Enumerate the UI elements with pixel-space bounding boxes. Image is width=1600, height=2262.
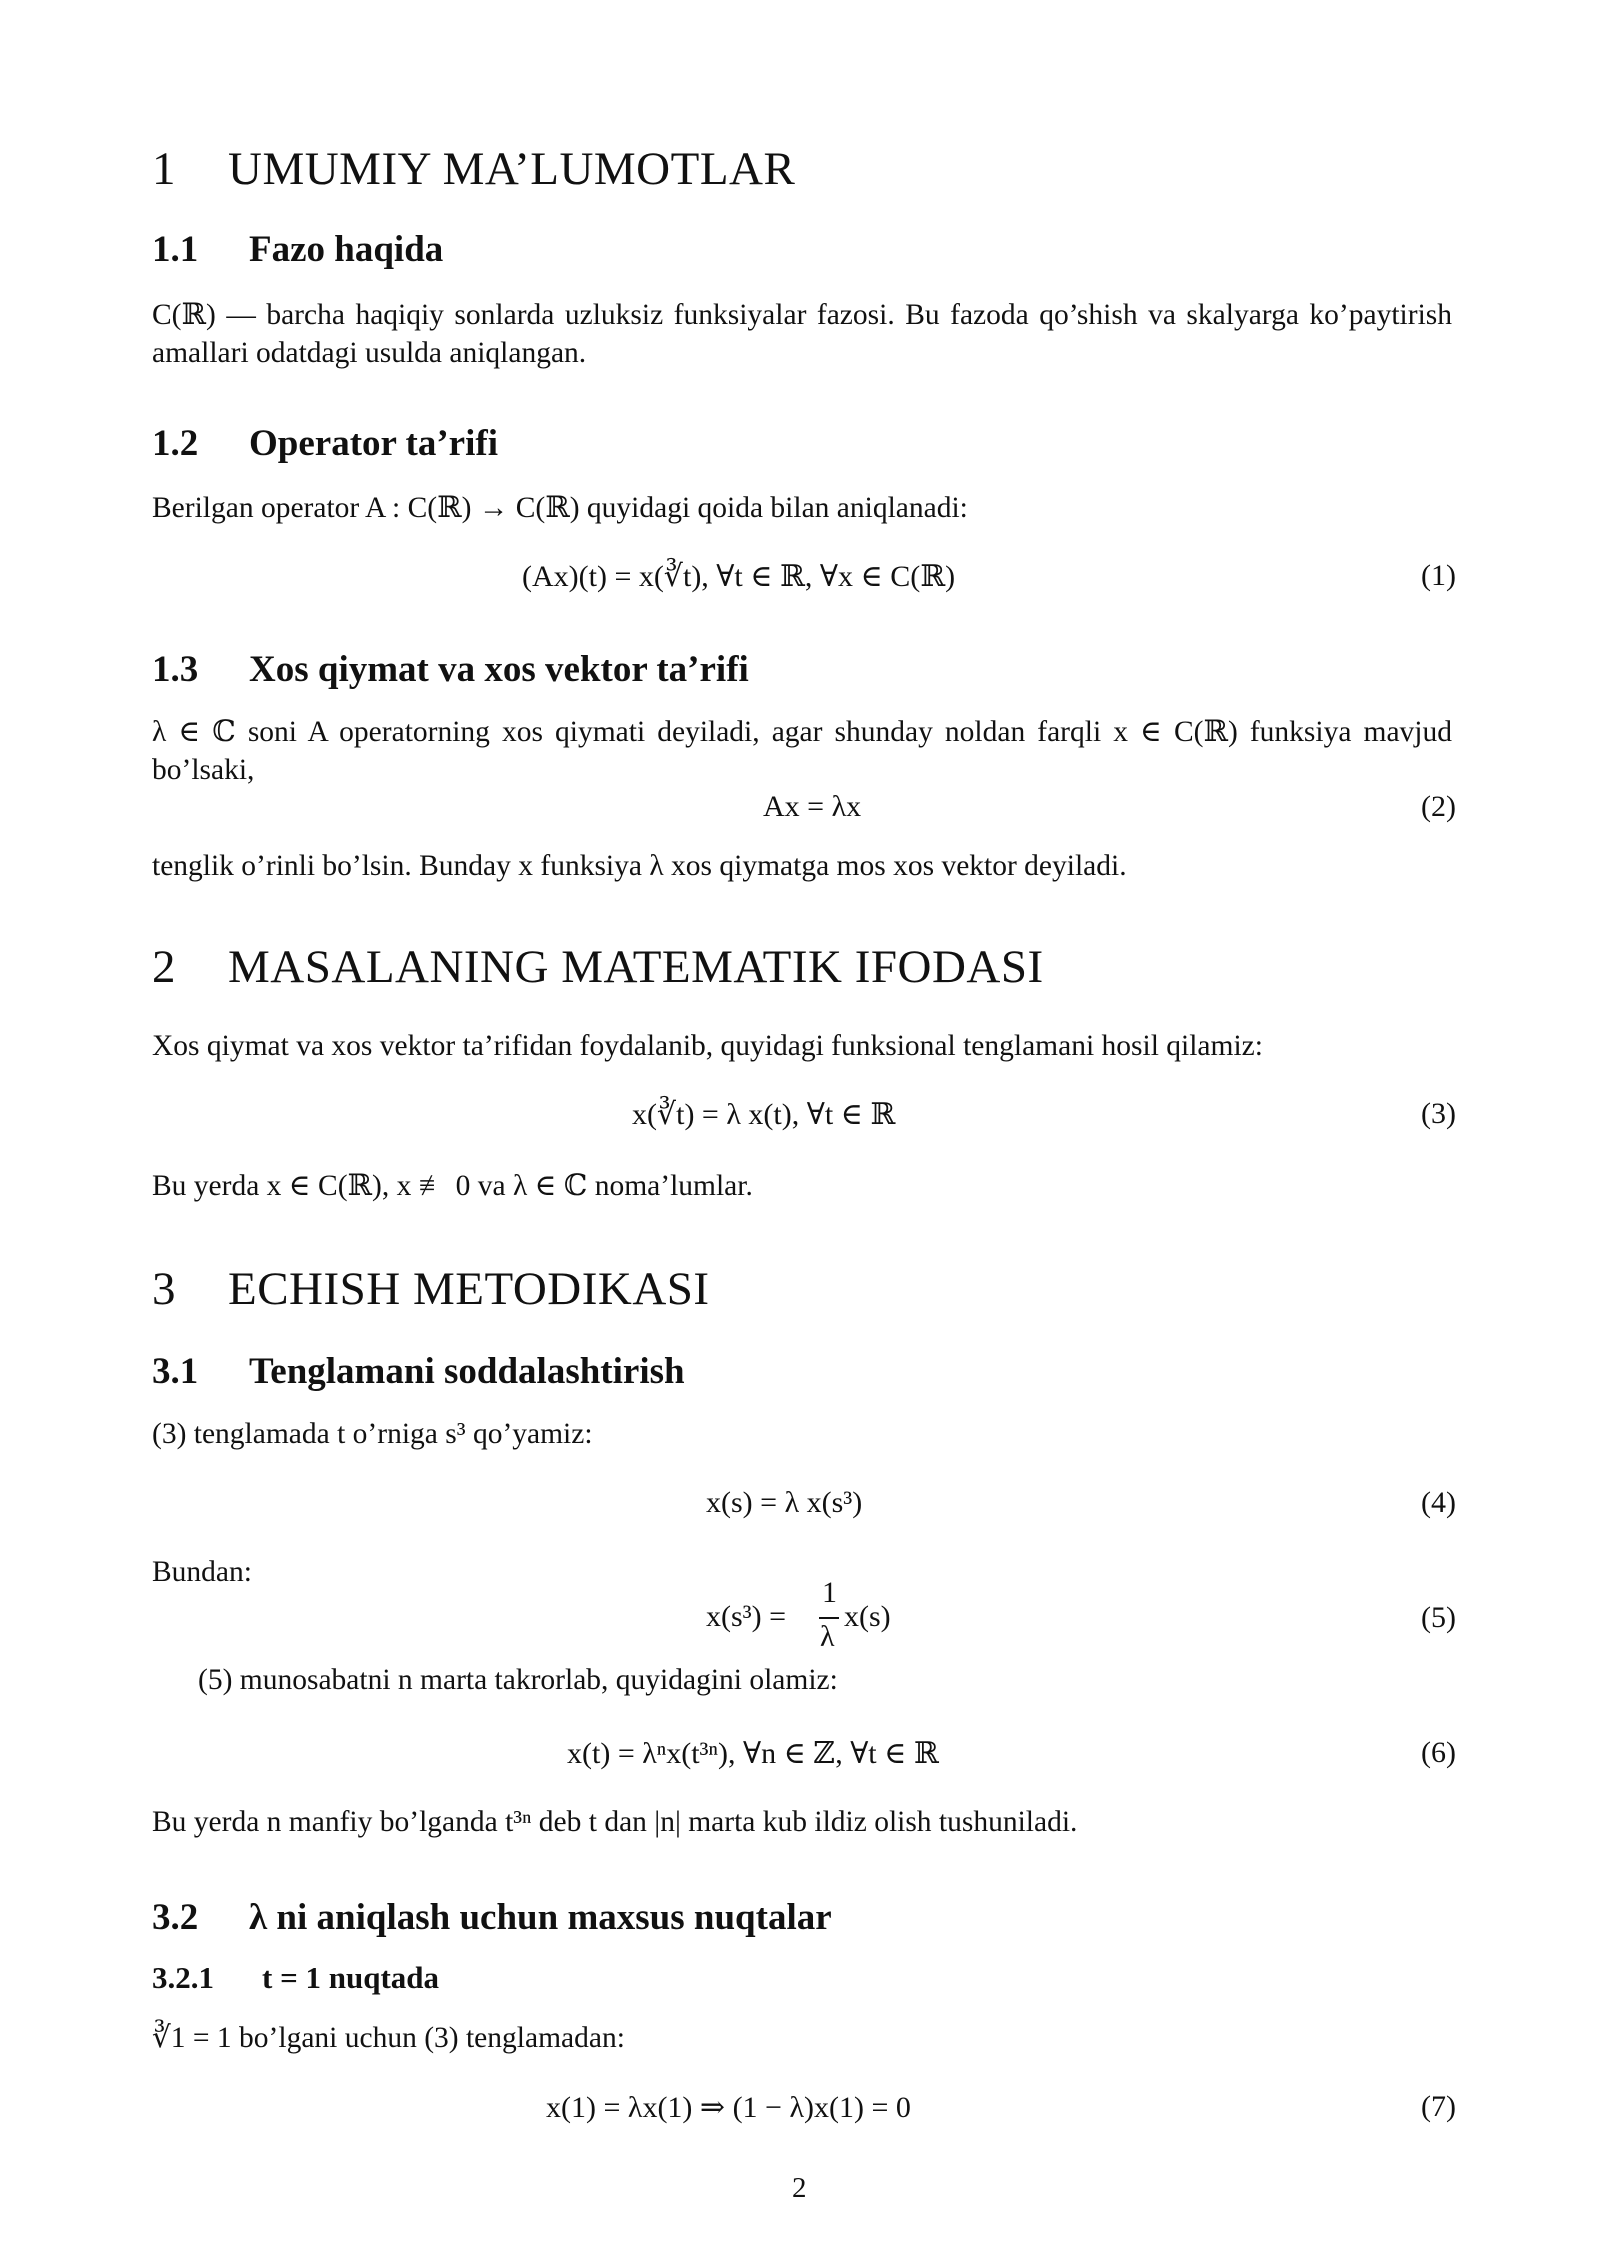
section-title: MASALANING MATEMATIK IFODASI [228,941,1044,993]
equation-number-2: (2) [1421,790,1456,823]
section-number: 3 [152,1263,176,1315]
subsubsection-title: t = 1 nuqtada [262,1960,440,1995]
paragraph-bundan: Bundan: [152,1556,252,1588]
section-heading-3 [152,1262,1352,1318]
section-number: 1 [152,143,176,195]
subsection-heading-1-1 [152,228,1152,272]
section-heading-2 [152,940,1452,996]
subsection-heading-1-2 [152,422,1152,466]
subsection-number: 1.1 [152,229,199,270]
equation-1: (Ax)(t) = x(∛t), ∀t ∈ ℝ, ∀x ∈ C(ℝ) [522,560,956,593]
section-title: UMUMIY MA’LUMOTLAR [228,143,796,195]
equation-5-fraction-bar [819,1617,839,1619]
subsection-number: 3.2 [152,1897,199,1938]
equation-number-4: (4) [1421,1486,1456,1519]
equation-4: x(s) = λ x(s³) [706,1486,863,1519]
equation-5-fraction-denominator: λ [820,1620,835,1653]
paragraph-1-2: Berilgan operator A : C(ℝ) → C(ℝ) quyidagi qoida bilan aniqlanadi: [152,492,968,524]
equation-5-lhs: x(s³) = [706,1600,787,1633]
paragraph-2: Xos qiymat va xos vektor ta’rifidan foydalanib, quyidagi funksional tenglamani hosil qilamiz: [152,1030,1263,1062]
equation-2: Ax = λx [763,790,862,823]
equation-number-5: (5) [1421,1601,1456,1634]
paragraph-2-continued: Bu yerda x ∈ C(ℝ), x ≢ 0 va λ ∈ ℂ noma’lumlar. [152,1170,753,1202]
equation-number-1: (1) [1421,559,1456,592]
equation-6: x(t) = λⁿx(t³ⁿ), ∀n ∈ ℤ, ∀t ∈ ℝ [567,1737,939,1770]
subsection-title: Tenglamani soddalashtirish [249,1351,685,1392]
paragraph-1-3: λ ∈ ℂ soni A operatorning xos qiymati deyiladi, agar shunday noldan farqli x ∈ C(ℝ) funksiya mavjud bo’lsaki, [152,716,1452,786]
section-heading-1 [152,142,1352,198]
subsection-number: 1.2 [152,423,199,464]
equation-5-fraction-numerator: 1 [822,1576,837,1609]
paragraph-1-1: C(ℝ) — barcha haqiqiy sonlarda uzluksiz funksiyalar fazosi. Bu fazoda qo’shish va skalyarga ko’paytirish amallari odatdagi usulda aniqlangan. [152,299,1452,369]
section-number: 2 [152,941,176,993]
subsection-title: Fazo haqida [249,229,444,270]
subsection-title: λ ni aniqlash uchun maxsus nuqtalar [249,1897,832,1938]
paragraph-3-1-note: Bu yerda n manfiy bo’lganda t³ⁿ deb t dan |n| marta kub ildiz olish tushuniladi. [152,1806,1078,1838]
subsubsection-number: 3.2.1 [152,1960,214,1995]
subsection-number: 1.3 [152,649,199,690]
paragraph-3-1-continued: (5) munosabatni n marta takrorlab, quyidagini olamiz: [198,1664,838,1696]
page-number: 2 [792,2172,807,2204]
subsection-heading-3-2 [152,1896,1252,1940]
subsection-title: Operator ta’rifi [249,423,498,464]
equation-5-rhs: x(s) [844,1600,891,1633]
equation-number-3: (3) [1421,1097,1456,1130]
equation-7: x(1) = λx(1) ⇒ (1 − λ)x(1) = 0 [546,2091,911,2124]
subsection-title: Xos qiymat va xos vektor ta’rifi [249,649,749,690]
equation-5 [706,1576,956,1662]
equation-3: x(∛t) = λ x(t), ∀t ∈ ℝ [632,1098,896,1131]
equation-number-6: (6) [1421,1736,1456,1769]
paragraph-3-1: (3) tenglamada t o’rniga s³ qo’yamiz: [152,1418,593,1450]
section-title: ECHISH METODIKASI [228,1263,710,1315]
equation-number-7: (7) [1421,2090,1456,2123]
subsection-number: 3.1 [152,1351,199,1392]
subsubsection-heading-3-2-1 [152,1960,952,2000]
subsection-heading-1-3 [152,648,1252,692]
paragraph-3-2-1: ∛1 = 1 bo’lgani uchun (3) tenglamadan: [152,2022,625,2054]
paragraph-1-3-continued: tenglik o’rinli bo’lsin. Bunday x funksiya λ xos qiymatga mos xos vektor deyiladi. [152,850,1127,882]
subsection-heading-3-1 [152,1350,1252,1394]
